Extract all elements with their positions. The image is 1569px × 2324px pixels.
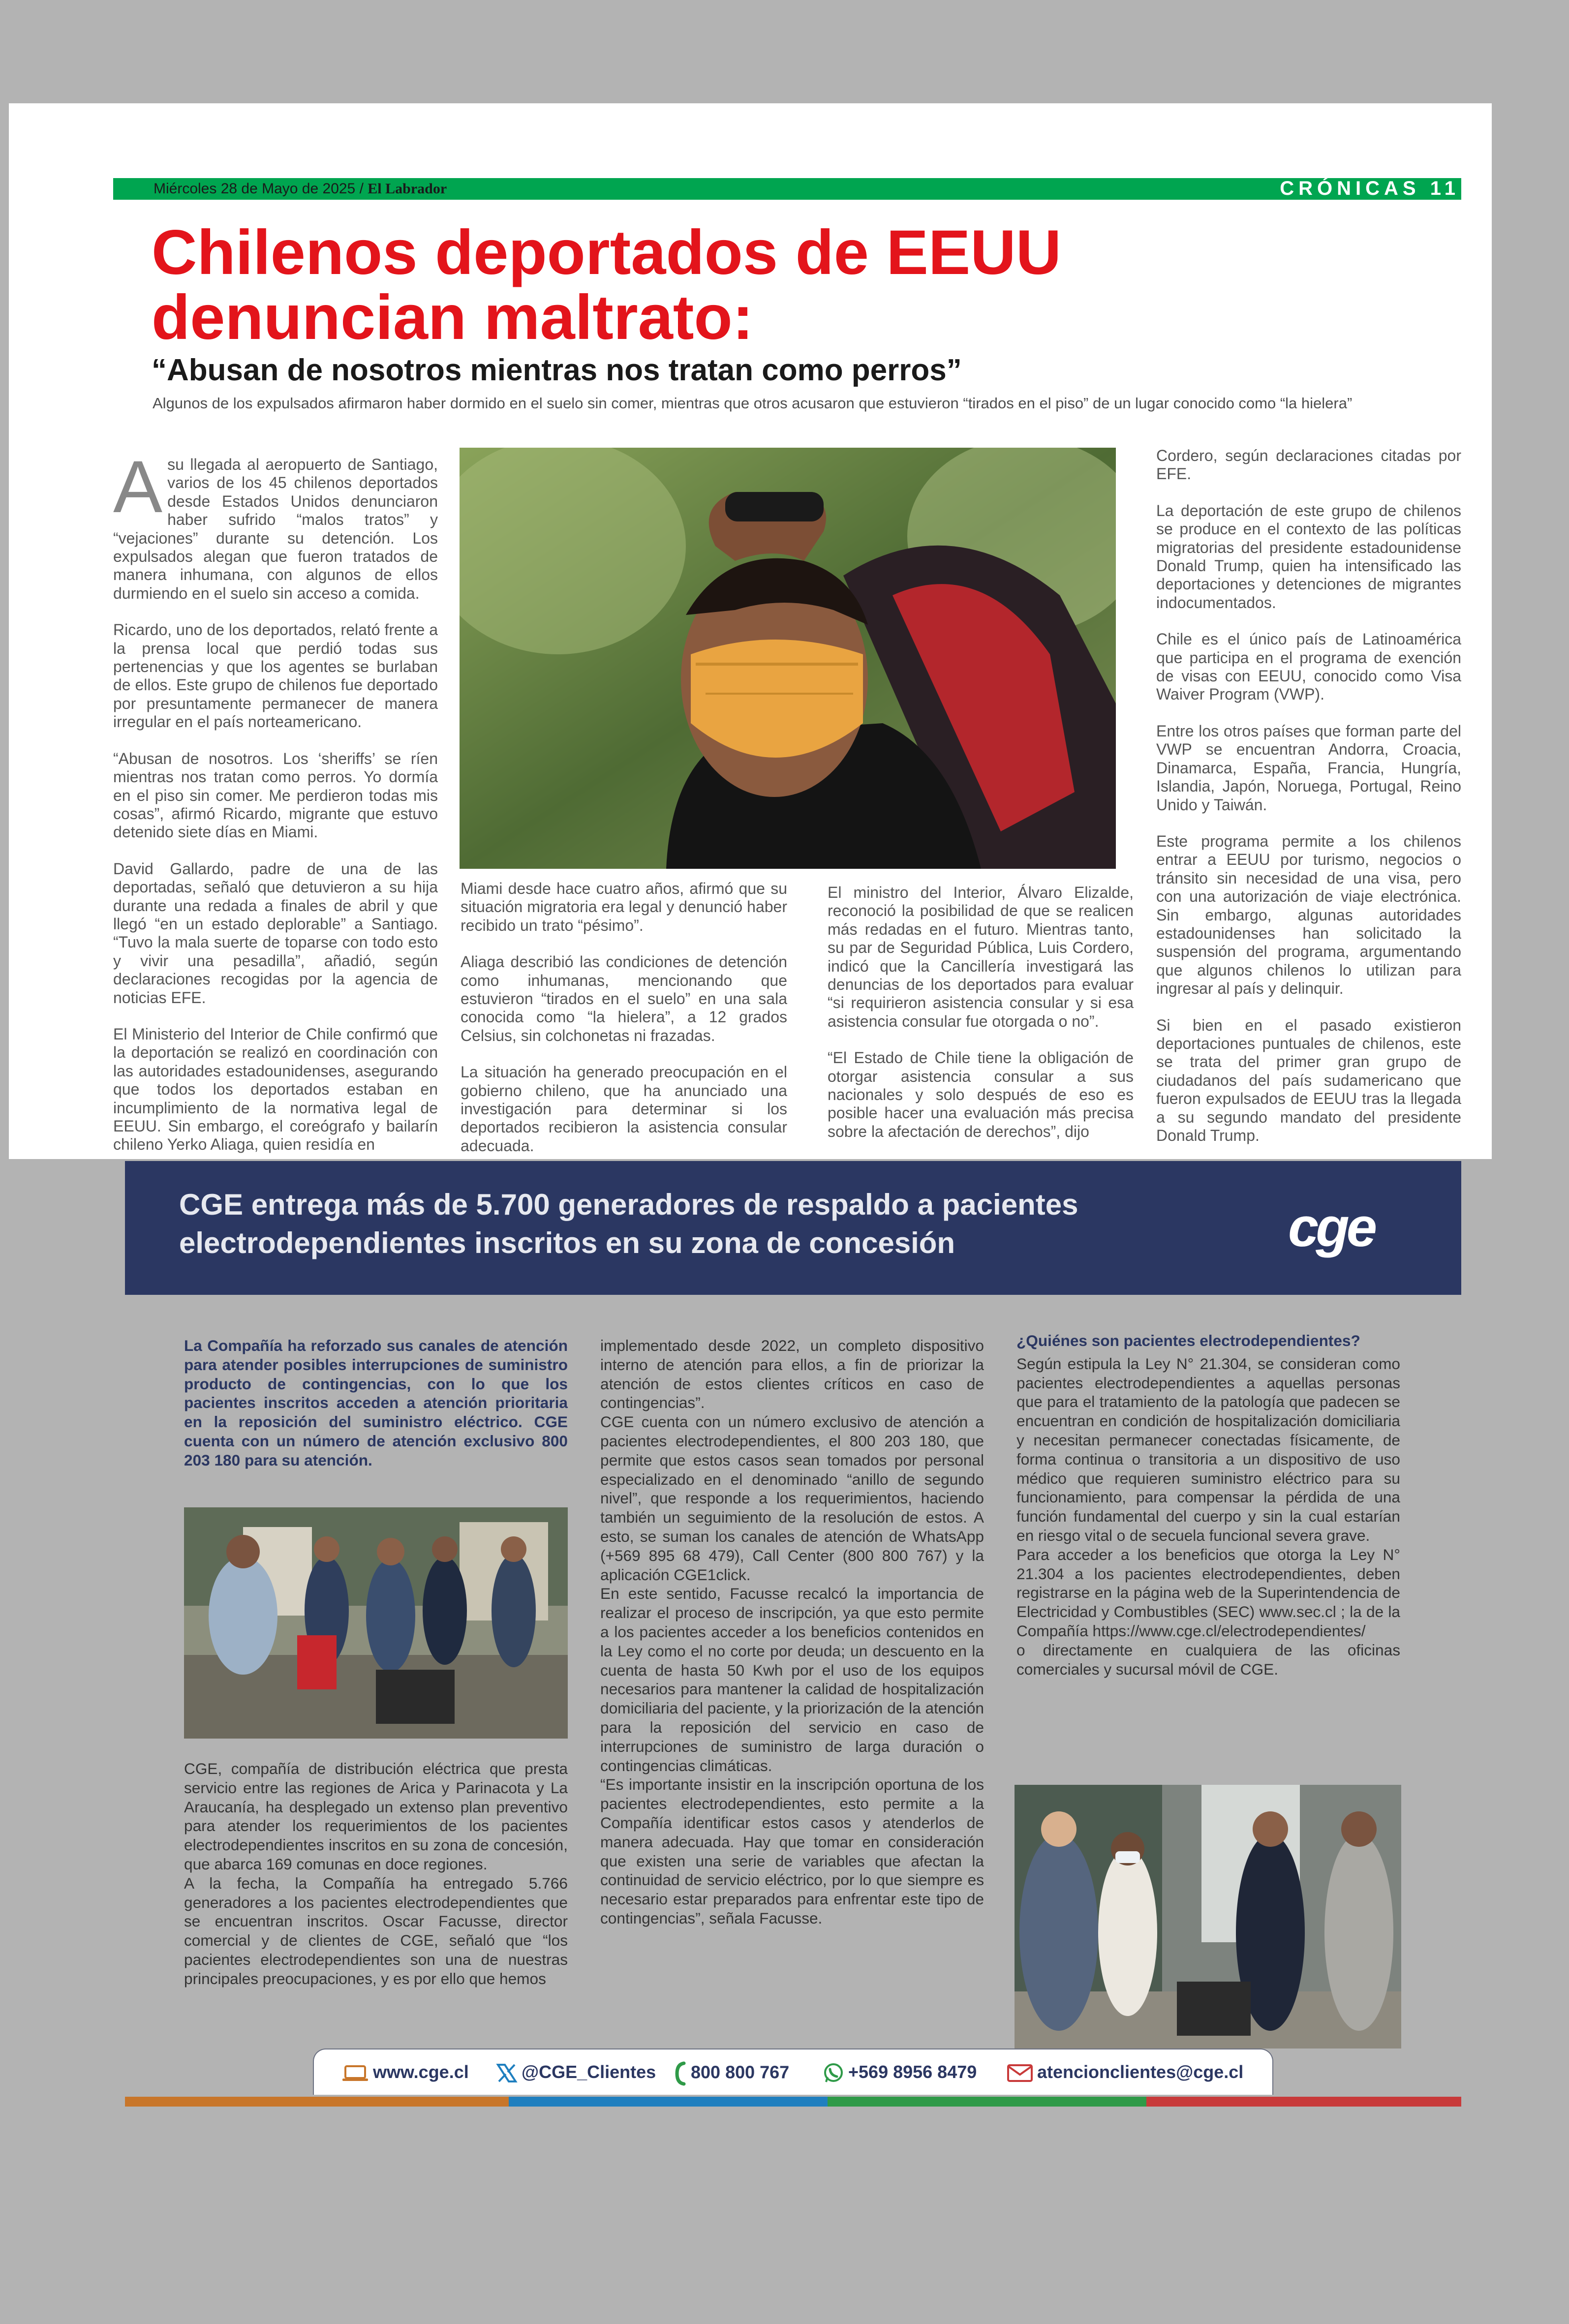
paragraph: “Es importante insistir en la inscripción oportuna de los pacientes electrodependientes, esto permite a la Compañía identificar estos casos y atenderlos de manera adecuada. Hay que tomar en consideración que existen una serie de variables que afectan la continuidad de servicio eléctrico, por lo que siempre es necesario estar preparados para enfrentar este tipo de contingencias”, señala Facusse. (600, 1775, 984, 1927)
advert-lead: La Compañía ha reforzado sus canales de atención para atender posibles interrupciones de suministro producto de contingencias, con lo que los pacientes inscritos acceden a atención prioritaria en la reposición del suministro eléctrico. CGE cuenta con un número de atención exclusivo 800 203 180 para su atención. (184, 1337, 568, 1469)
phone-icon (674, 2061, 687, 2086)
paragraph: David Gallardo, padre de una de las deportadas, señaló que detuvieron a su hija durante una redada a finales de abril y que llegó “en un estado deplorable” a Santiago. “Tuvo la mala suerte de toparse con todo esto y vivir una pesadilla”, añadió, según declaraciones recogidas por la agencia de noticias EFE. (113, 859, 438, 1007)
paragraph: o directamente en cualquiera de las oficinas comerciales y sucursal móvil de CGE. (1016, 1641, 1400, 1678)
contact-whatsapp[interactable] (823, 2061, 977, 2084)
advert-title: CGE entrega más de 5.700 generadores de respaldo a pacientes electrodependientes inscritos en su zona de concesión (179, 1188, 1078, 1259)
stripe-blue (509, 2097, 828, 2107)
contact-email-text: atencionclientes@cge.cl (1037, 2062, 1244, 2082)
contact-phone-text: 800 800 767 (691, 2062, 790, 2082)
subheadline: “Abusan de nosotros mientras nos tratan como perros” (152, 353, 962, 387)
paragraph: CGE cuenta con un número exclusivo de atención a pacientes electrodependientes, el 800 203 180, que permite que estos casos sean tomados por personal especializado en el denominado “anillo de segundo nivel”, que responde a los requerimientos, haciendo también un seguimiento de la resolución de estos. A esto, se suman los canales de atención de WhatsApp (+569 895 68 479), Call Center (800 800 767) y la aplicación CGE1click. (600, 1413, 984, 1584)
paragraph: Aliaga describió las condiciones de detención como inhumanas, mencionando que estuvieron “tirados en el suelo” en una sala conocida como “la hielera”, a 12 grados Celsius, sin colchonetas ni frazadas. (461, 953, 787, 1044)
paragraph: CGE, compañía de distribución eléctrica que presta servicio entre las regiones de Arica y Parinacota y La Araucanía, ha desplegado un extenso plan preventivo para atender los requerimientos de los pacientes electrodependientes inscritos en su zona de concesión, que abarca 169 comunas en doce regiones. (184, 1760, 568, 1873)
advert-column-3 (1016, 1331, 1400, 1679)
cge-logo: cge (1288, 1196, 1374, 1258)
publication-name: El Labrador (368, 181, 447, 197)
advert-photo-2 (1015, 1785, 1401, 2049)
paragraph: Este programa permite a los chilenos entrar a EEUU por turismo, negocios o tránsito sin necesidad de una visa, pero con una autorización de viaje electrónica. Sin embargo, algunas autoridades estadounidenses han solicitado la suspensión del programa, argumentando que algunos chilenos lo utilizan para ingresar al país y delinquir. (1156, 832, 1461, 998)
paragraph: Miami desde hace cuatro años, afirmó que su situación migratoria era legal y denunció haber recibido un trato “pésimo”. (461, 880, 787, 934)
x-logo-icon (496, 2063, 518, 2083)
headline: Chilenos deportados de EEUU denuncian maltrato: (152, 217, 1062, 353)
paragraph: Entre los otros países que forman parte del VWP se encuentran Andorra, Croacia, Dinamarca, España, Francia, Hungría, Islandia, Japón, Noruega, Portugal, Reino Unido y Taiwán. (1156, 722, 1461, 814)
stripe-orange (125, 2097, 509, 2107)
article-column-4 (1156, 447, 1461, 1163)
article-column-2 (461, 880, 787, 1173)
paragraph: Si bien en el pasado existieron deportaciones puntuales de chilenos, este se trata del primer gran grupo de ciudadanos del país sudamericano que fueron expulsados de EEUU tras la llegada a su segundo mandato del presidente Donald Trump. (1156, 1016, 1461, 1144)
date-text: Miércoles 28 de Mayo de 2025 (154, 181, 356, 197)
home-visit-photo (1015, 1785, 1401, 2049)
contact-web[interactable] (341, 2061, 469, 2083)
paragraph: Cordero, según declaraciones citadas por EFE. (1156, 447, 1461, 483)
paragraph: Para acceder a los beneficios que otorga la Ley N° 21.304 a los pacientes electrodependientes, deben registrarse en la página web de la Superintendencia de Electricidad y Combustibles (SEC) www.sec.cl ; la de la Compañía https://www.cge.cl/electrodependientes/ (1016, 1545, 1400, 1640)
paragraph: “Abusan de nosotros. Los ‘sheriffs’ se ríen mientras nos tratan como perros. Yo dormía en el piso sin comer. Me perdieron todas mis cosas”, afirmó Ricardo, migrante que estuvo detenido siete días en Miami. (113, 749, 438, 841)
article-column-3 (828, 884, 1134, 1159)
paragraph: A la fecha, la Compañía ha entregado 5.766 generadores a los pacientes electrodependientes que se encuentran inscritos. Oscar Facusse, director comercial y de clientes de CGE, señaló que “los pacientes electrodependientes son una de nuestras principales preocupaciones, y es por ello que hemos (184, 1874, 568, 1988)
paragraph: La deportación de este grupo de chilenos se produce en el contexto de las políticas migratorias del presidente estadounidense Donald Trump, quien ha intensificado las deportaciones y detenciones de migrantes indocumentados. (1156, 501, 1461, 612)
article-column-1 (113, 445, 438, 1172)
contact-phone[interactable] (674, 2061, 789, 2086)
contact-web-text: www.cge.cl (373, 2062, 469, 2082)
paragraph: Según estipula la Ley N° 21.304, se consideran como pacientes electrodependientes a aquellas personas que para el tratamiento de la patología que padecen se encuentran en condición de hospitalización domiciliaria y necesitan permanecer conectadas físicamente, de forma continua o transitoria a un dispositivo de uso médico que requieren suministro eléctrico para su funcionamiento, para compensar la pérdida de una función fundamental del cuerpo y sin la cual estarían en riesgo vital o de secuela funcional severa grave. (1016, 1354, 1400, 1544)
paragraph: su llegada al aeropuerto de Santiago, varios de los 45 chilenos deportados desde Estados Unidos denunciaron haber sufrido “malos tratos” y “vejaciones” durante su detención. Los expulsados alegan que fueron tratados de manera inhumana, con algunos de ellos durmiendo en el suelo sin acceso a comida. (113, 456, 438, 602)
contact-x[interactable] (496, 2061, 656, 2083)
paragraph: Chile es el único país de Latinoamérica que participa en el programa de exención de visas con EEUU, conocido como Visa Waiver Program (VWP). (1156, 630, 1461, 703)
stripe-green (828, 2097, 1146, 2107)
paragraph: En este sentido, Facusse recalcó la importancia de realizar el proceso de inscripción, ya que esto permite a los pacientes acceder a los beneficios contenidos en la Ley como el no corte por deuda; un descuento en la cuenta de hasta 50 Kwh por el uso de los equipos necesarios para mantener la calidad de hospitalización domiciliaria del paciente, y la priorización de la atención para la reposición del servicio en caso de interrupciones de suministro de larga duración o contingencias climáticas. (600, 1585, 984, 1774)
paragraph: El ministro del Interior, Álvaro Elizalde, reconoció la posibilidad de que se realicen más redadas en el futuro. Mientras tanto, su par de Seguridad Pública, Luis Cordero, indicó que la Cancillería investigará las denuncias de los deportados para evaluar “si requirieron asistencia consular y si esa asistencia consular fue otorgada o no”. (828, 884, 1134, 1030)
stripe-red (1146, 2097, 1461, 2107)
laptop-icon (341, 2064, 369, 2082)
date-separator: / (359, 181, 364, 197)
advert-column-1-body (184, 1759, 568, 1988)
paragraph: “El Estado de Chile tiene la obligación de otorgar asistencia consular a sus nacionales y solo después de eso es posible hacer una evaluación más precisa sobre la afectación de derechos”, dijo (828, 1049, 1134, 1140)
advert-photo-1 (184, 1507, 568, 1739)
contact-whatsapp-text: +569 8956 8479 (848, 2062, 977, 2082)
advert-subheading: ¿Quiénes son pacientes electrodependientes? (1016, 1332, 1360, 1349)
section-label: CRÓNICAS 11 (1280, 178, 1460, 199)
whatsapp-icon (823, 2062, 844, 2084)
paragraph: La situación ha generado preocupación en el gobierno chileno, que ha anunciado una investigación para determinar si los deportados recibieron la asistencia consular adecuada. (461, 1063, 787, 1155)
paragraph: implementado desde 2022, un completo dispositivo interno de atención para ellos, a fin de priorizar la atención de estos clientes críticos en caso de contingencias”. (600, 1337, 984, 1412)
article-dek: Algunos de los expulsados afirmaron haber dormido en el suelo sin comer, mientras que otros acusaron que estuvieron “tirados en el piso” de un lugar conocido como “la hielera” (153, 395, 1353, 412)
generator-delivery-photo (184, 1507, 568, 1739)
deportee-photo-illustration (460, 448, 1116, 869)
advert-column-1 (184, 1336, 568, 1470)
advert-column-2 (600, 1336, 984, 1928)
mail-icon (1007, 2064, 1033, 2082)
issue-date (154, 180, 447, 198)
contact-x-text: @CGE_Clientes (522, 2062, 656, 2082)
paragraph: El Ministerio del Interior de Chile confirmó que la deportación se realizó en coordinación con las autoridades estadounidenses, asegurando que todos los deportados estaban en incumplimiento de la normativa legal de EEUU. Sin embargo, el coreógrafo y bailarín chileno Yerko Aliaga, quien residía en (113, 1025, 438, 1154)
article-photo (460, 448, 1116, 869)
drop-cap: A (113, 445, 163, 528)
paragraph: Ricardo, uno de los deportados, relató frente a la prensa local que perdió todas sus pertenencias y que los agentes se burlaban de ellos. Este grupo de chilenos fue deportado por presuntamente permanecer de manera irregular en el país norteamericano. (113, 621, 438, 731)
contact-email[interactable] (1007, 2061, 1243, 2083)
